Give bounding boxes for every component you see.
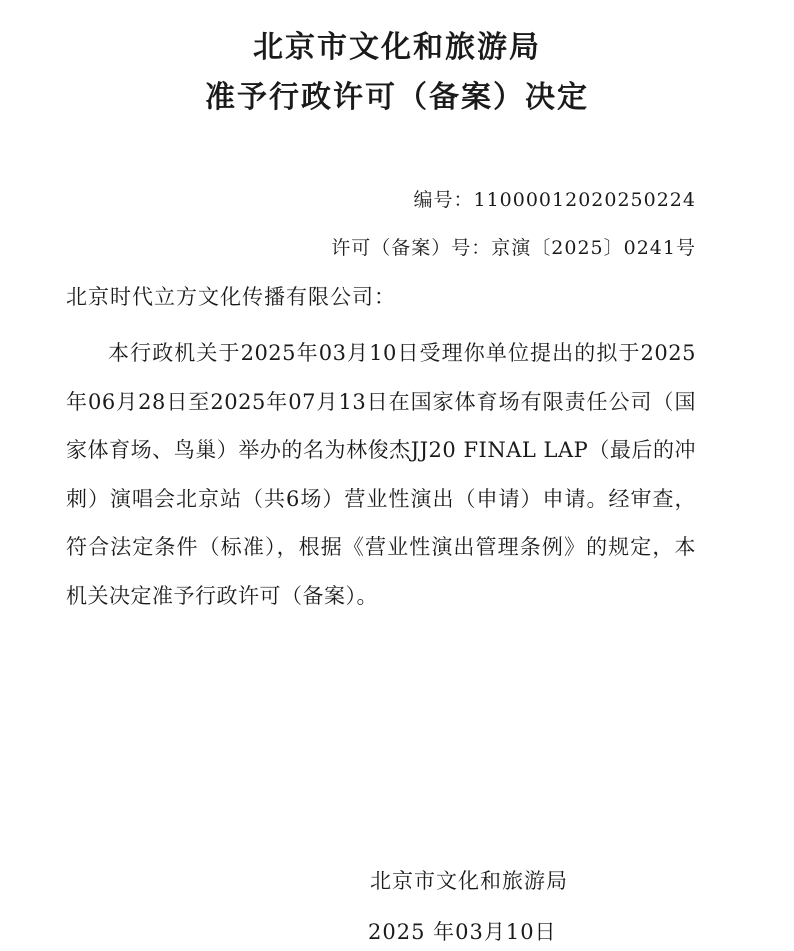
document-title-decision: 准予行政许可（备案）决定: [205, 80, 589, 115]
signature-organization: 北京市文化和旅游局: [370, 869, 568, 893]
serial-number: 编号：11000012020250224: [413, 189, 696, 211]
signature-date: 2025 年03月10日: [368, 920, 557, 944]
decision-body-paragraph: 本行政机关于2025年03月10日受理你单位提出的拟于2025年06月28日至2025年07月13日在国家体育场有限责任公司（国家体育场、鸟巢）举办的名为林俊杰JJ20 FINAL LAP（最后的冲刺）演唱会北京站（共6场）营业性演出（申请）申请。经审查，符合法定条件（标准），根据《营业性演出管理条例》的规定，本机关决定准予行政许可（备案）。: [66, 341, 696, 608]
document-title-authority: 北京市文化和旅游局: [253, 30, 541, 65]
permit-number: 许可（备案）号：京演〔2025〕0241号: [331, 237, 696, 259]
recipient-line: 北京时代立方文化传播有限公司：: [66, 285, 396, 309]
